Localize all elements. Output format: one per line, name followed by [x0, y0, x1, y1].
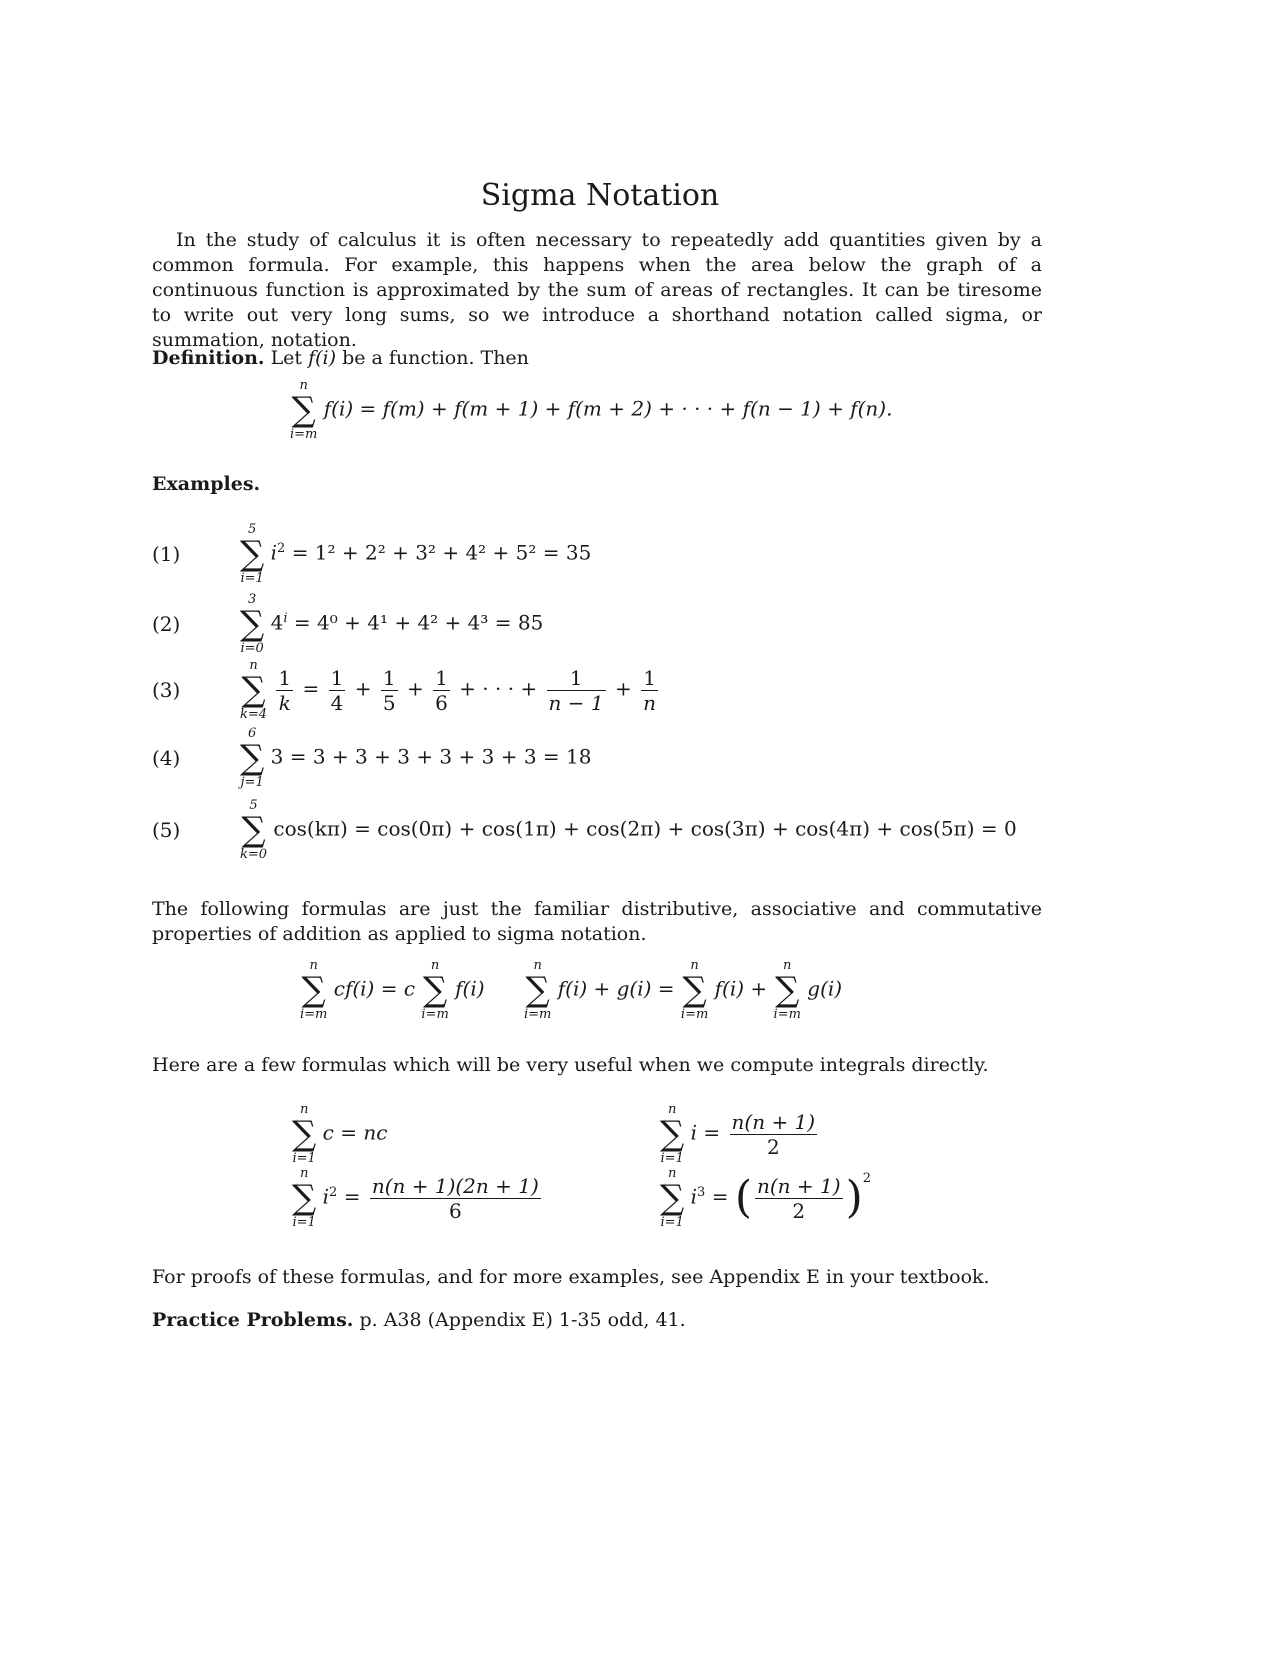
example-5-formula: 5 ∑ k=0 cos(kπ) = cos(0π) + cos(1π) + cos(2π) + cos(3π) + cos(4π) + cos(5π) = 0	[240, 798, 1017, 862]
examples-heading: Examples.	[152, 473, 261, 495]
sigma-symbol: n ∑ k=4	[240, 658, 268, 722]
example-number: (5)	[152, 818, 181, 842]
sigma-symbol: n ∑ i=1	[660, 1166, 685, 1230]
sigma-symbol: n ∑ i=1	[660, 1102, 685, 1166]
sigma-symbol: 6 ∑ j=1	[240, 726, 265, 790]
sigma-symbol: 3 ∑ i=0	[240, 592, 265, 656]
definition-label: Definition.	[152, 347, 265, 369]
definition-text-a: Let	[270, 347, 303, 369]
sigma-symbol: n ∑ i=m	[524, 958, 552, 1022]
proofs-paragraph: For proofs of these formulas, and for more examples, see Appendix E in your textbook.	[152, 1266, 990, 1288]
definition-text-b: be a function. Then	[342, 347, 529, 369]
sigma-symbol: n ∑ i=m	[680, 958, 709, 1022]
property-additive: n ∑ i=m f(i) + g(i) = n ∑ i=m f(i) + n ∑ i=m g(i)	[524, 958, 843, 1022]
sigma-symbol: 5 ∑ k=0	[240, 798, 268, 862]
formula-sum-i-cubed: n ∑ i=1 $i^3$ = ( $\frac{n(n + 1)}{2}$ )$^2$	[660, 1166, 872, 1230]
useful-paragraph: Here are a few formulas which will be very useful when we compute integrals directly.	[152, 1054, 989, 1076]
page-title: Sigma Notation	[480, 178, 720, 213]
practice-line	[152, 1308, 1042, 1333]
example-number: (4)	[152, 746, 181, 770]
example-3-formula: n ∑ k=4 $\frac{1}{k}$ = $\frac{1}{4}$ + $\frac{1}{5}$ + $\frac{1}{6}$ + · · · + $\frac{1}{n - 1}$ + $\frac{1}{n}$	[240, 658, 656, 722]
intro-paragraph: In the study of calculus it is often necessary to repeatedly add quantities given by a common formula. For example, this happens when the area below the graph of a continuous function is approximated by the sum of areas of rectangles. It can be tiresome to write out very long sums, so we introduce a shorthand notation called sigma, or summation, notation.	[152, 229, 1042, 351]
example-1-formula: 5 ∑ i=1 $i^2 = 1^2 + 2^2 + 3^2 + 4^2 + 5^2 = 35$	[240, 522, 592, 586]
sigma-symbol: n ∑ i=1	[292, 1166, 317, 1230]
property-distributive: n ∑ i=m cf(i) = c n ∑ i=m f(i)	[300, 958, 485, 1022]
practice-text: p. A38 (Appendix E) 1-35 odd, 41.	[359, 1309, 686, 1331]
definition-line	[152, 346, 1042, 371]
properties-paragraph: The following formulas are just the familiar distributive, associative and commutative properties of addition as applied to sigma notation.	[152, 898, 1042, 945]
example-number: (3)	[152, 678, 181, 702]
example-4-formula: 6 ∑ j=1 3 = 3 + 3 + 3 + 3 + 3 + 3 = 18	[240, 726, 592, 790]
sigma-symbol: n ∑ i=m	[773, 958, 801, 1022]
sigma-symbol: n ∑ i=m	[421, 958, 449, 1022]
example-number: (1)	[152, 542, 181, 566]
formula-sum-i-squared: n ∑ i=1 $i^2$ = $\frac{n(n + 1)(2n + 1)}{6}$	[292, 1166, 539, 1230]
sigma-symbol: n ∑ i=m	[300, 958, 328, 1022]
example-2-formula: 3 ∑ i=0 4$^i$ = 4⁰ + 4¹ + 4² + 4³ = 85	[240, 592, 544, 656]
formula-constant-sum: n ∑ i=1 c = nc	[292, 1102, 388, 1166]
definition-fn: f(i)	[308, 347, 337, 369]
example-number: (2)	[152, 612, 181, 636]
practice-label: Practice Problems.	[152, 1309, 354, 1331]
definition-formula: n ∑ i=m f(i) = f(m) + f(m + 1) + f(m + 2) + · · · + f(n − 1) + f(n).	[290, 378, 893, 442]
sigma-symbol: n ∑ i=m	[290, 378, 318, 442]
formula-sum-i: n ∑ i=1 i = $\frac{n(n + 1)}{2}$	[660, 1102, 816, 1166]
sigma-symbol: n ∑ i=1	[292, 1102, 317, 1166]
sigma-symbol: 5 ∑ i=1	[240, 522, 265, 586]
